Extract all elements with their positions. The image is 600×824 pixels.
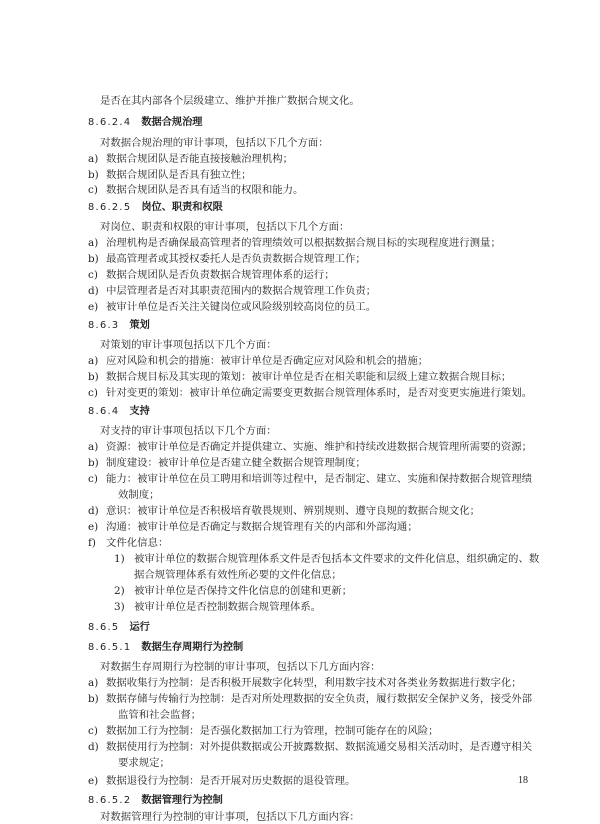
sub-list-item bbox=[114, 552, 554, 566]
list-item bbox=[88, 692, 533, 706]
list-text: 中层管理者是否对其职责范围内的数据合规管理工作负责； bbox=[106, 285, 377, 297]
list-item bbox=[88, 504, 528, 518]
section-title: 岗位、职责和权限 bbox=[141, 202, 223, 213]
section-title: 支持 bbox=[129, 406, 150, 417]
list-marker: a) bbox=[88, 355, 99, 367]
list-marker: c) bbox=[88, 725, 98, 737]
list-text: 数据加工行为控制：是否强化数据加工行为管理，控制可能存在的风险； bbox=[106, 725, 439, 737]
paragraph: 对策划的审计事项包括以下几个方面： bbox=[100, 339, 277, 351]
sub-list-item bbox=[114, 584, 554, 598]
list-marker: d) bbox=[88, 285, 99, 297]
list-item-continuation: 据合规管理体系有效性所必要的文件化信息； bbox=[134, 569, 342, 581]
list-text: 数据合规团队是否负责数据合规管理体系的运行； bbox=[106, 269, 335, 281]
list-item bbox=[88, 440, 533, 454]
list-item bbox=[88, 284, 528, 298]
section-title: 数据合规治理 bbox=[141, 117, 203, 128]
section-number: 8.6.4 bbox=[88, 406, 120, 417]
list-text: 沟通：被审计单位是否确定与数据合规管理有关的内部和外部沟通； bbox=[106, 521, 418, 533]
list-item-continuation: 监管和社会监督； bbox=[118, 709, 202, 721]
list-marker: a) bbox=[88, 237, 99, 249]
list-marker: b) bbox=[88, 371, 99, 383]
list-marker: b) bbox=[88, 253, 99, 265]
list-marker: c) bbox=[88, 473, 98, 485]
list-marker: c) bbox=[88, 387, 98, 399]
list-text: 意识：被审计单位是否积极培育敬畏规则、辨别规则、遵守良规的数据合规文化； bbox=[106, 505, 481, 517]
page-number: 18 bbox=[518, 775, 528, 786]
list-marker: c) bbox=[88, 184, 98, 196]
list-item bbox=[88, 354, 528, 368]
list-marker: a) bbox=[88, 441, 99, 453]
section-heading bbox=[88, 318, 150, 333]
list-item bbox=[88, 370, 528, 384]
list-marker: 3) bbox=[114, 601, 125, 613]
section-title: 运行 bbox=[129, 622, 150, 633]
list-item bbox=[88, 386, 533, 400]
paragraph: 对数据管理行为控制的审计事项，包括以下几方面内容： bbox=[100, 811, 360, 823]
list-text: 被审计单位是否保持文件化信息的创建和更新； bbox=[134, 585, 353, 597]
list-text: 能力：被审计单位在员工聘用和培训等过程中，是否制定、建立、实施和保持数据合规管理绩 bbox=[106, 473, 533, 485]
list-marker: d) bbox=[88, 505, 99, 517]
list-text: 数据存储与传输行为控制：是否对所处理数据的安全负责，履行数据安全保护义务，接受外部 bbox=[106, 693, 533, 705]
list-text: 数据合规团队是否具有适当的权限和能力。 bbox=[106, 184, 304, 196]
paragraph: 对数据生存周期行为控制的审计事项，包括以下几方面内容： bbox=[100, 661, 381, 673]
list-text: 被审计单位是否控制数据合规管理体系。 bbox=[134, 601, 322, 613]
list-item bbox=[88, 168, 528, 182]
list-marker: e) bbox=[88, 521, 99, 533]
sub-list-item bbox=[114, 600, 554, 614]
list-text: 资源：被审计单位是否确定并提供建立、实施、维护和持续改进数据合规管理所需要的资源； bbox=[106, 441, 533, 453]
paragraph: 对岗位、职责和权限的审计事项，包括以下几个方面： bbox=[100, 221, 350, 233]
list-item bbox=[88, 740, 533, 754]
section-heading bbox=[88, 793, 223, 808]
paragraph: 是否在其内部各个层级建立、维护并推广数据合规文化。 bbox=[100, 95, 360, 107]
list-marker: d) bbox=[88, 741, 99, 753]
section-heading bbox=[88, 404, 150, 419]
list-marker: 1) bbox=[114, 553, 125, 565]
list-text: 数据合规团队是否具有独立性； bbox=[106, 169, 252, 181]
section-title: 数据管理行为控制 bbox=[141, 795, 223, 806]
list-item bbox=[88, 472, 533, 486]
list-text: 数据收集行为控制：是否积极开展数字化转型，利用数字技术对各类业务数据进行数字化； bbox=[106, 677, 522, 689]
list-text: 针对变更的策划：被审计单位确定需要变更数据合规管理体系时，是否对变更实施进行策划。 bbox=[106, 387, 533, 399]
list-text: 数据合规团队是否能直接接触治理机构； bbox=[106, 153, 294, 165]
list-text: 文件化信息： bbox=[106, 537, 169, 549]
list-item bbox=[88, 536, 528, 550]
list-item bbox=[88, 456, 528, 470]
list-item bbox=[88, 676, 528, 690]
list-text: 应对风险和机会的措施：被审计单位是否确定应对风险和机会的措施； bbox=[106, 355, 429, 367]
list-marker: e) bbox=[88, 775, 99, 787]
list-text: 制度建设：被审计单位是否建立健全数据合规管理制度； bbox=[106, 457, 366, 469]
paragraph: 对数据合规治理的审计事项，包括以下几个方面： bbox=[100, 137, 329, 149]
list-text: 被审计单位的数据合规管理体系文件是否包括本文件要求的文件化信息，组织确定的、数 bbox=[134, 553, 540, 565]
section-heading bbox=[88, 640, 243, 655]
list-item bbox=[88, 724, 528, 738]
list-item-continuation: 要求规定； bbox=[118, 757, 170, 769]
section-number: 8.6.5 bbox=[88, 622, 120, 633]
list-marker: b) bbox=[88, 457, 99, 469]
list-marker: b) bbox=[88, 693, 99, 705]
section-number: 8.6.5.1 bbox=[88, 642, 132, 653]
section-title: 数据生存周期行为控制 bbox=[141, 642, 244, 653]
list-marker: b) bbox=[88, 169, 99, 181]
list-item bbox=[88, 252, 528, 266]
list-text: 被审计单位是否关注关键岗位或风险级别较高岗位的员工。 bbox=[106, 301, 377, 313]
list-marker: f) bbox=[88, 537, 96, 549]
list-marker: c) bbox=[88, 269, 98, 281]
section-number: 8.6.3 bbox=[88, 320, 120, 331]
list-item bbox=[88, 300, 528, 314]
paragraph: 对支持的审计事项包括以下几个方面： bbox=[100, 425, 277, 437]
list-item-continuation: 效制度； bbox=[118, 489, 160, 501]
list-item bbox=[88, 520, 528, 534]
section-number: 8.6.2.5 bbox=[88, 202, 132, 213]
list-item bbox=[88, 152, 528, 166]
list-text: 最高管理者或其授权委托人是否负责数据合规管理工作； bbox=[106, 253, 366, 265]
list-marker: 2) bbox=[114, 585, 125, 597]
list-text: 数据退役行为控制：是否开展对历史数据的退役管理。 bbox=[106, 775, 356, 787]
section-number: 8.6.5.2 bbox=[88, 795, 132, 806]
section-heading bbox=[88, 620, 150, 635]
list-marker: a) bbox=[88, 153, 99, 165]
list-item bbox=[88, 268, 528, 282]
list-text: 数据使用行为控制：对外提供数据或公开披露数据、数据流通交易相关活动时，是否遵守相关 bbox=[106, 741, 533, 753]
list-item bbox=[88, 774, 528, 788]
section-heading bbox=[88, 115, 203, 130]
section-heading bbox=[88, 200, 223, 215]
section-title: 策划 bbox=[129, 320, 150, 331]
list-text: 数据合规目标及其实现的策划：被审计单位是否在相关职能和层级上建立数据合规目标； bbox=[106, 371, 512, 383]
list-marker: a) bbox=[88, 677, 99, 689]
section-number: 8.6.2.4 bbox=[88, 117, 132, 128]
list-item bbox=[88, 183, 528, 197]
list-item bbox=[88, 236, 528, 250]
list-text: 治理机构是否确保最高管理者的管理绩效可以根据数据合规目标的实现程度进行测量； bbox=[106, 237, 501, 249]
list-marker: e) bbox=[88, 301, 99, 313]
